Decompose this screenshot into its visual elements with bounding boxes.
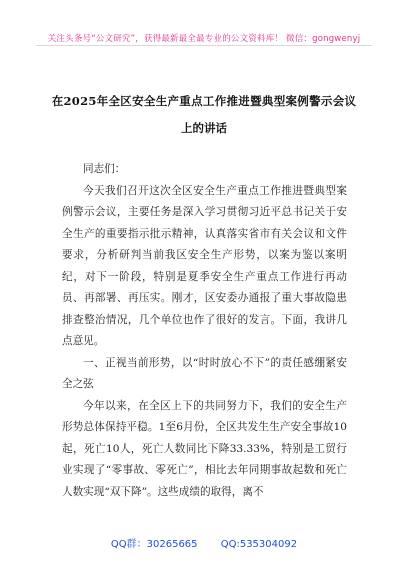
paragraph: 今天我们召开这次全区安全生产重点工作推进暨典型案例警示会议，主要任务是深入学习贯彻习近平总书记关于安全生产的重要指示批示精神，认真落实省市有关会议和文件要求，分析研判当前我区安全生产形势，以案为鉴以案明纪，对下一阶段，特别是夏季安全生产重点工作进行再动员、再部署、再压实。刚才，区安委办通报了重大事故隐患排查整治情况，几个单位也作了很好的发言。下面，我讲几点意见。 — [62, 184, 347, 347]
document-title: 在2025年全区安全生产重点工作推进暨典型案例警示会议 — [51, 94, 357, 108]
document-subtitle: 上的讲话 — [181, 121, 227, 135]
header-banner: 关注头条号“公文研究”，获得最新最全最专业的公文资料库！ 微信：gongwenyj — [47, 34, 361, 44]
page-footer — [0, 535, 408, 550]
qq-group-link[interactable]: QQ群：30265665 — [110, 539, 198, 550]
salutation: 同志们： — [83, 163, 126, 175]
qq-contact-link[interactable]: QQ:535304092 — [220, 539, 298, 550]
document-body — [62, 159, 347, 503]
header-divider — [36, 45, 372, 46]
section-heading: 一、正视当前形势，以“时时放心不下”的责任感绷紧安全之弦 — [62, 356, 347, 390]
paragraph: 今年以来，在全区上下的共同努力下，我们的安全生产形势总体保持平稳。1至6月份，全区共发生生产安全事故10起，死亡10人，死亡人数同比下降33.33%，特别是工贸行业实现了“零事故、零死亡”，相比去年同期事故起数和死亡人数实现“双下降”。这些成绩的取得，离不 — [62, 399, 347, 498]
